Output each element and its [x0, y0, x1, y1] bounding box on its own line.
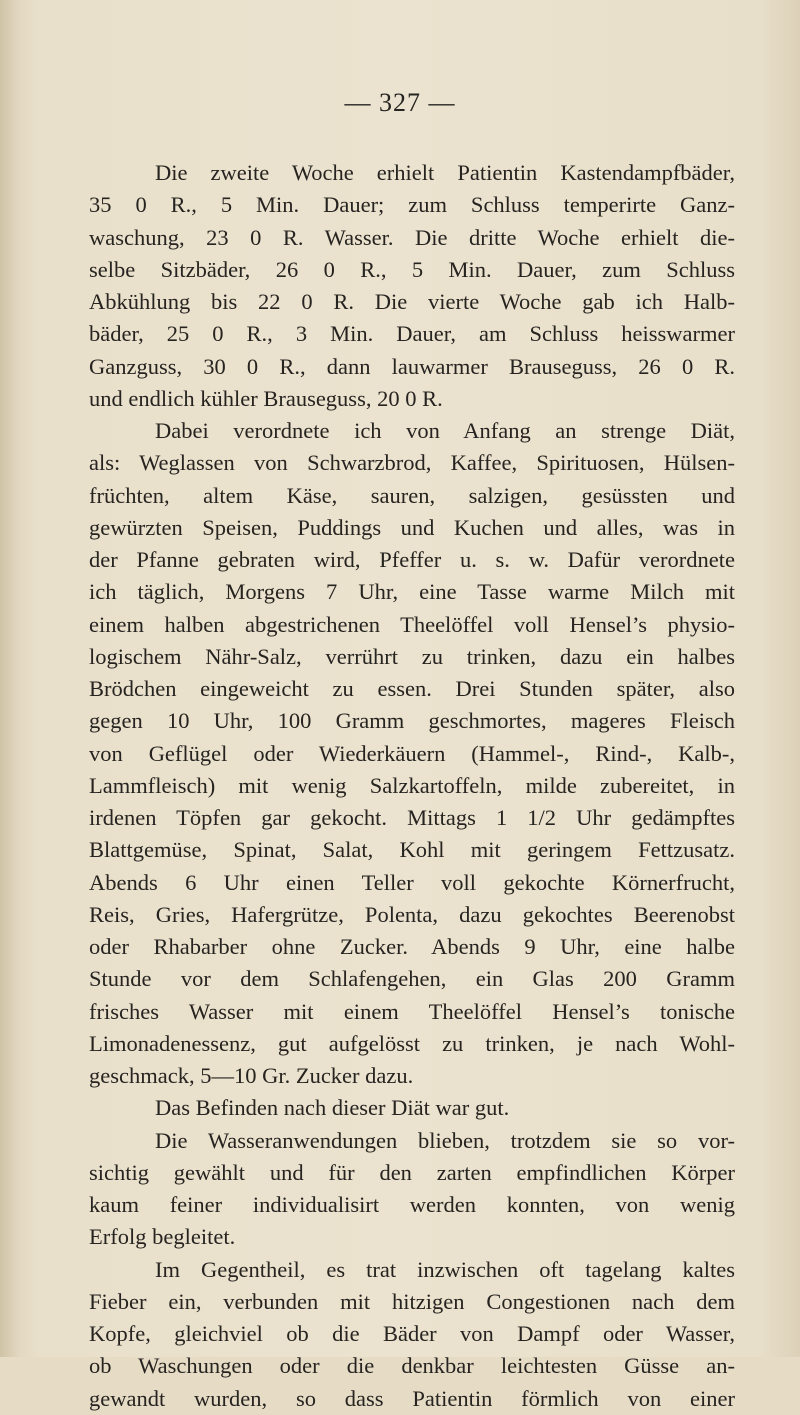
text-line: oder Rhabarber ohne Zucker. Abends 9 Uhr, eine halbe [89, 934, 735, 959]
text-line: Stunde vor dem Schlafengehen, ein Glas 200 Gramm [89, 966, 735, 992]
text-line: gewürzten Speisen, Puddings und Kuchen und alles, was in [89, 514, 735, 540]
text-line: der Pfanne gebraten wird, Pfeffer u. s. w. Dafür verordnete [89, 547, 735, 572]
text-line: kaum feiner individualisirt werden konnten, von wenig [89, 1192, 735, 1217]
text-line: Das Befinden nach dieser Diät war gut. [155, 1095, 510, 1121]
text-line: Ganzguss, 30 0 R., dann lauwarmer Brauseguss, 26 0 R. [89, 353, 735, 379]
text-line: bäder, 25 0 R., 3 Min. Dauer, am Schluss heisswarmer [89, 321, 735, 347]
text-line: logischem Nähr-Salz, verrührt zu trinken, dazu ein halbes [89, 643, 735, 669]
text-line: Die zweite Woche erhielt Patientin Kastendampfbäder, [155, 160, 735, 185]
text-line: Fieber ein, verbunden mit hitzigen Congestionen nach dem [89, 1288, 735, 1314]
text-line: irdenen Töpfen gar gekocht. Mittags 1 1/2 Uhr gedämpftes [89, 805, 735, 830]
text-line: geschmack, 5—10 Gr. Zucker dazu. [89, 1063, 414, 1088]
text-line: und endlich kühler Brauseguss, 20 0 R. [89, 385, 443, 411]
text-line: Kopfe, gleichviel ob die Bäder von Dampf oder Wasser, [89, 1321, 735, 1346]
text-line: von Geflügel oder Wiederkäuern (Hammel-, Rind-, Kalb-, [89, 740, 735, 766]
text-line: Abends 6 Uhr einen Teller voll gekochte Körnerfrucht, [89, 869, 735, 895]
text-line: Lammfleisch) mit wenig Salzkartoffeln, milde zubereitet, in [89, 772, 735, 798]
text-line: 35 0 R., 5 Min. Dauer; zum Schluss temperirte Ganz- [89, 192, 735, 218]
text-line: Blattgemüse, Spinat, Salat, Kohl mit geringem Fettzusatz. [89, 837, 735, 863]
text-line: Brödchen eingeweicht zu essen. Drei Stunden später, also [89, 676, 735, 701]
text-line: Die Wasseranwendungen blieben, trotzdem sie so vor- [155, 1127, 735, 1153]
page-number: — 327 — [344, 88, 456, 117]
body-text [89, 157, 735, 1415]
text-line: früchten, altem Käse, sauren, salzigen, gesüssten und [89, 482, 735, 508]
text-line: waschung, 23 0 R. Wasser. Die dritte Woche erhielt die- [89, 224, 735, 250]
text-line: gewandt wurden, so dass Patientin förmlich von einer [89, 1385, 735, 1411]
text-line: als: Weglassen von Schwarzbrod, Kaffee, Spirituosen, Hülsen- [89, 450, 735, 476]
text-line: Dabei verordnete ich von Anfang an strenge Diät, [155, 418, 735, 443]
text-line: Limonadenessenz, gut aufgelösst zu trinken, je nach Wohl- [89, 1030, 735, 1056]
text-line: Im Gegentheil, es trat inzwischen oft tagelang kaltes [155, 1256, 735, 1282]
text-line: Abkühlung bis 22 0 R. Die vierte Woche gab ich Halb- [89, 289, 735, 314]
text-line: selbe Sitzbäder, 26 0 R., 5 Min. Dauer, zum Schluss [89, 256, 735, 282]
text-line: Reis, Gries, Hafergrütze, Polenta, dazu gekochtes Beerenobst [89, 901, 735, 927]
text-line: ob Waschungen oder die denkbar leichtesten Güsse an- [89, 1353, 735, 1379]
text-line: sichtig gewählt und für den zarten empfindlichen Körper [89, 1159, 735, 1185]
text-line: gegen 10 Uhr, 100 Gramm geschmortes, mageres Fleisch [89, 708, 735, 734]
text-line: frisches Wasser mit einem Theelöffel Hensel’s tonische [89, 998, 735, 1024]
text-line: ich täglich, Morgens 7 Uhr, eine Tasse warme Milch mit [89, 579, 735, 605]
text-line: einem halben abgestrichenen Theelöffel voll Hensel’s physio- [89, 611, 735, 637]
text-line: Erfolg begleitet. [89, 1224, 236, 1250]
binding-edge [0, 0, 20, 1357]
